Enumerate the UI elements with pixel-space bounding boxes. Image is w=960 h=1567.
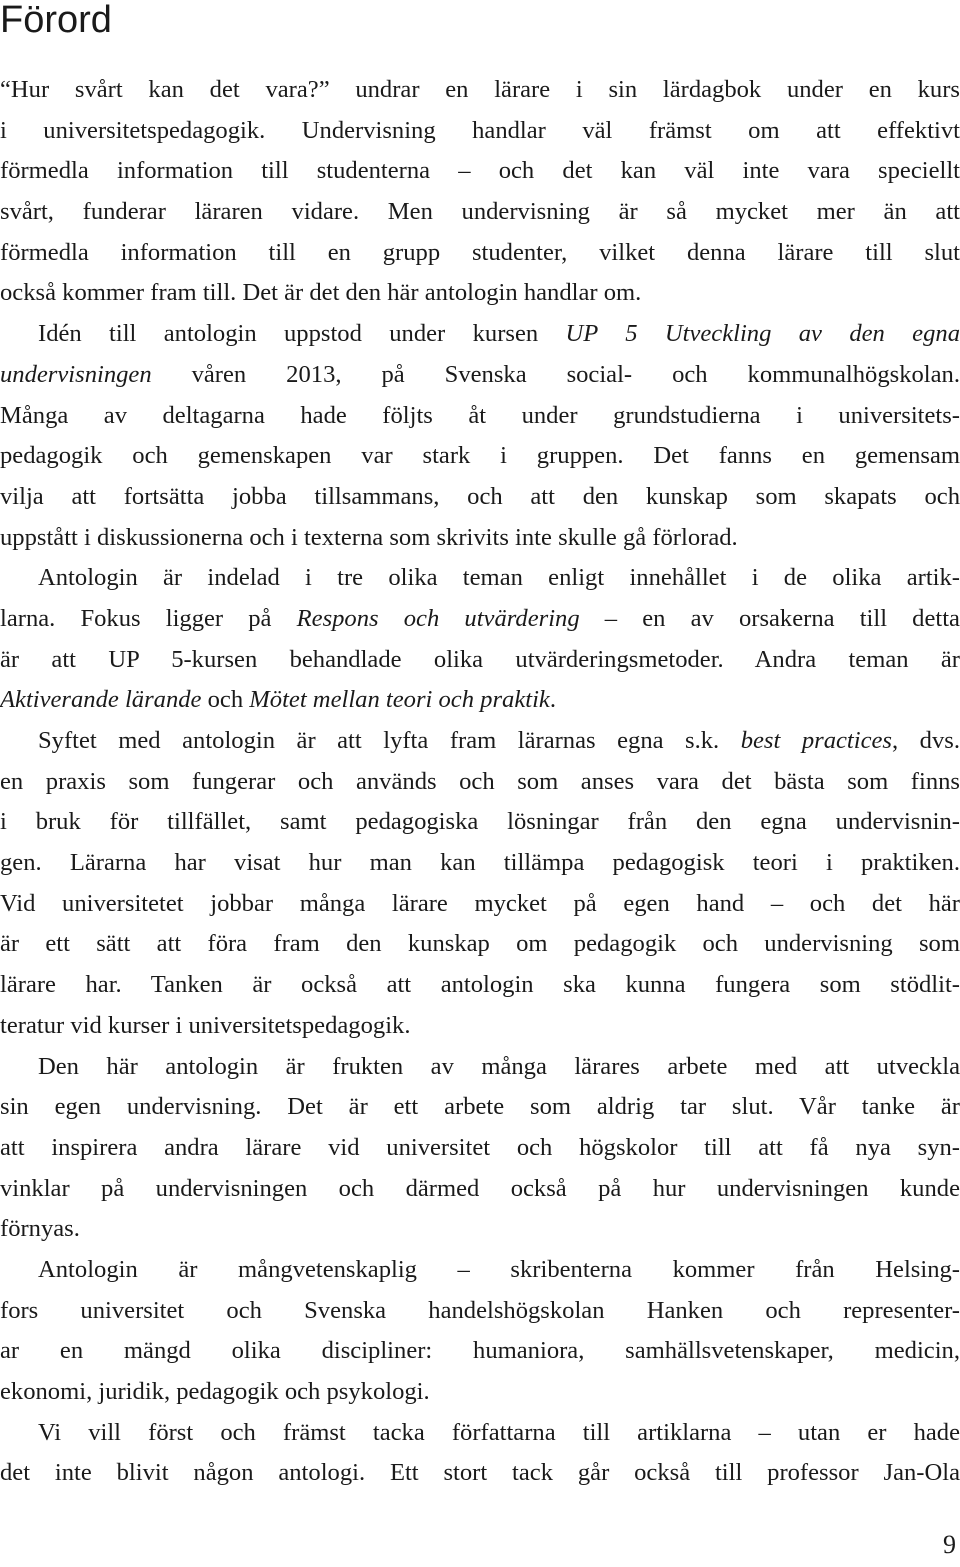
text-line bbox=[0, 1413, 960, 1454]
text-line bbox=[0, 477, 960, 518]
text-line bbox=[0, 70, 960, 111]
text-run: svårt, funderar läraren vidare. Men undervisning är så mycket mer än att bbox=[0, 198, 960, 226]
text-run: förnyas. bbox=[0, 1215, 80, 1243]
italic-text: UP 5 Utveckling av den egna bbox=[565, 320, 960, 348]
italic-text: Respons och utvärdering bbox=[296, 604, 580, 632]
text-run: “Hur svårt kan det vara?” undrar en lärare i sin lärdagbok under en kurs bbox=[0, 76, 960, 103]
text-line bbox=[0, 1087, 960, 1128]
text-run: Många av deltagarna hade följts åt under grundstudierna i universitets- bbox=[0, 401, 960, 429]
text-line bbox=[0, 640, 960, 681]
text-run: , dvs. bbox=[892, 727, 960, 754]
text-run: uppstått i diskussionerna och i texterna som skrivits inte skulle gå förlorad. bbox=[0, 523, 738, 551]
text-run: Antologin är mångvetenskaplig – skribenterna kommer från Helsing- bbox=[38, 1255, 960, 1283]
text-run: att inspirera andra lärare vid universitet och högskolor till att få nya syn- bbox=[0, 1133, 960, 1161]
text-line bbox=[0, 1453, 960, 1494]
text-run: är ett sätt att föra fram den kunskap om pedagogik och undervisning som bbox=[0, 930, 960, 958]
text-line bbox=[0, 924, 960, 965]
text-run: Syftet med antologin är att lyfta fram lärarnas egna s.k. bbox=[38, 727, 741, 754]
text-run: i bruk för tillfället, samt pedagogiska lösningar från den egna undervisnin- bbox=[0, 808, 960, 836]
text-line bbox=[0, 884, 960, 925]
text-line bbox=[0, 518, 960, 559]
italic-text: best practices bbox=[740, 727, 892, 754]
text-run: ar en mängd olika discipliner: humaniora, samhällsvetenskaper, medicin, bbox=[0, 1337, 960, 1365]
text-line bbox=[0, 436, 960, 477]
text-run: ekonomi, juridik, pedagogik och psykologi. bbox=[0, 1378, 430, 1405]
text-line bbox=[0, 762, 960, 803]
text-line bbox=[0, 1047, 960, 1088]
text-run: i universitetspedagogik. Undervisning handlar väl främst om att effektivt bbox=[0, 116, 960, 144]
text-run: förmedla information till en grupp studenter, vilket denna lärare till slut bbox=[0, 238, 960, 266]
text-run: förmedla information till studenterna – och det kan väl inte vara speciellt bbox=[0, 157, 960, 185]
text-line bbox=[0, 1291, 960, 1332]
text-run: och bbox=[201, 686, 250, 714]
text-line bbox=[0, 1331, 960, 1372]
text-line bbox=[0, 680, 960, 721]
text-line bbox=[0, 1209, 960, 1250]
text-line bbox=[0, 1006, 960, 1047]
text-line bbox=[0, 396, 960, 437]
text-line bbox=[0, 111, 960, 152]
page-title: Förord bbox=[0, 0, 112, 41]
text-run: pedagogik och gemenskapen var stark i gruppen. Det fanns en gemensam bbox=[0, 442, 960, 470]
body-text bbox=[0, 70, 960, 1494]
text-run: gen. Lärarna har visat hur man kan tillämpa pedagogisk teori i praktiken. bbox=[0, 849, 960, 877]
text-line bbox=[0, 1169, 960, 1210]
text-line bbox=[0, 599, 960, 640]
text-run: det inte blivit någon antologi. Ett stort tack går också till professor Jan-Ola bbox=[0, 1459, 960, 1487]
text-run: sin egen undervisning. Det är ett arbete som aldrig tar slut. Vår tanke är bbox=[0, 1093, 960, 1121]
text-run: Vi vill först och främst tacka författarna till artiklarna – utan er hade bbox=[38, 1418, 960, 1446]
page-number: 9 bbox=[943, 1530, 956, 1559]
text-run: – en av orsakerna till detta bbox=[579, 604, 960, 632]
text-line bbox=[0, 1128, 960, 1169]
text-line bbox=[0, 1372, 960, 1413]
text-run: larna. Fokus ligger på bbox=[0, 604, 297, 632]
text-run: en praxis som fungerar och används och som anses vara det bästa som finns bbox=[0, 767, 960, 795]
text-line bbox=[0, 314, 960, 355]
text-run: fors universitet och Svenska handelshögskolan Hanken och representer- bbox=[0, 1296, 960, 1324]
text-run: våren 2013, på Svenska social- och kommunalhögskolan. bbox=[151, 360, 960, 388]
italic-text: Mötet mellan teori och praktik bbox=[249, 686, 550, 714]
text-run: teratur vid kurser i universitetspedagogik. bbox=[0, 1011, 411, 1039]
text-line bbox=[0, 843, 960, 884]
text-run: lärare har. Tanken är också att antologin ska kunna fungera som stödlit- bbox=[0, 971, 960, 999]
text-line bbox=[0, 1250, 960, 1291]
text-run: Idén till antologin uppstod under kursen bbox=[38, 320, 566, 348]
text-run: Antologin är indelad i tre olika teman enligt innehållet i de olika artik- bbox=[38, 564, 960, 592]
italic-text: Aktiverande lärande bbox=[0, 686, 202, 714]
text-line bbox=[0, 558, 960, 599]
text-run: också kommer fram till. Det är det den här antologin handlar om. bbox=[0, 279, 642, 307]
text-line bbox=[0, 273, 960, 314]
text-run: är att UP 5-kursen behandlade olika utvärderingsmetoder. Andra teman är bbox=[0, 645, 960, 673]
text-line bbox=[0, 355, 960, 396]
text-line bbox=[0, 151, 960, 192]
text-line bbox=[0, 233, 960, 274]
text-run: vilja att fortsätta jobba tillsammans, och att den kunskap som skapats och bbox=[0, 482, 960, 510]
text-line bbox=[0, 192, 960, 233]
text-line bbox=[0, 721, 960, 762]
text-run: vinklar på undervisningen och därmed också på hur undervisningen kunde bbox=[0, 1174, 960, 1202]
text-run: . bbox=[549, 686, 556, 714]
text-run: Den här antologin är frukten av många lärares arbete med att utveckla bbox=[38, 1052, 960, 1080]
text-line bbox=[0, 965, 960, 1006]
text-run: Vid universitetet jobbar många lärare mycket på egen hand – och det här bbox=[0, 889, 960, 917]
italic-text: undervisningen bbox=[0, 360, 152, 388]
text-line bbox=[0, 802, 960, 843]
